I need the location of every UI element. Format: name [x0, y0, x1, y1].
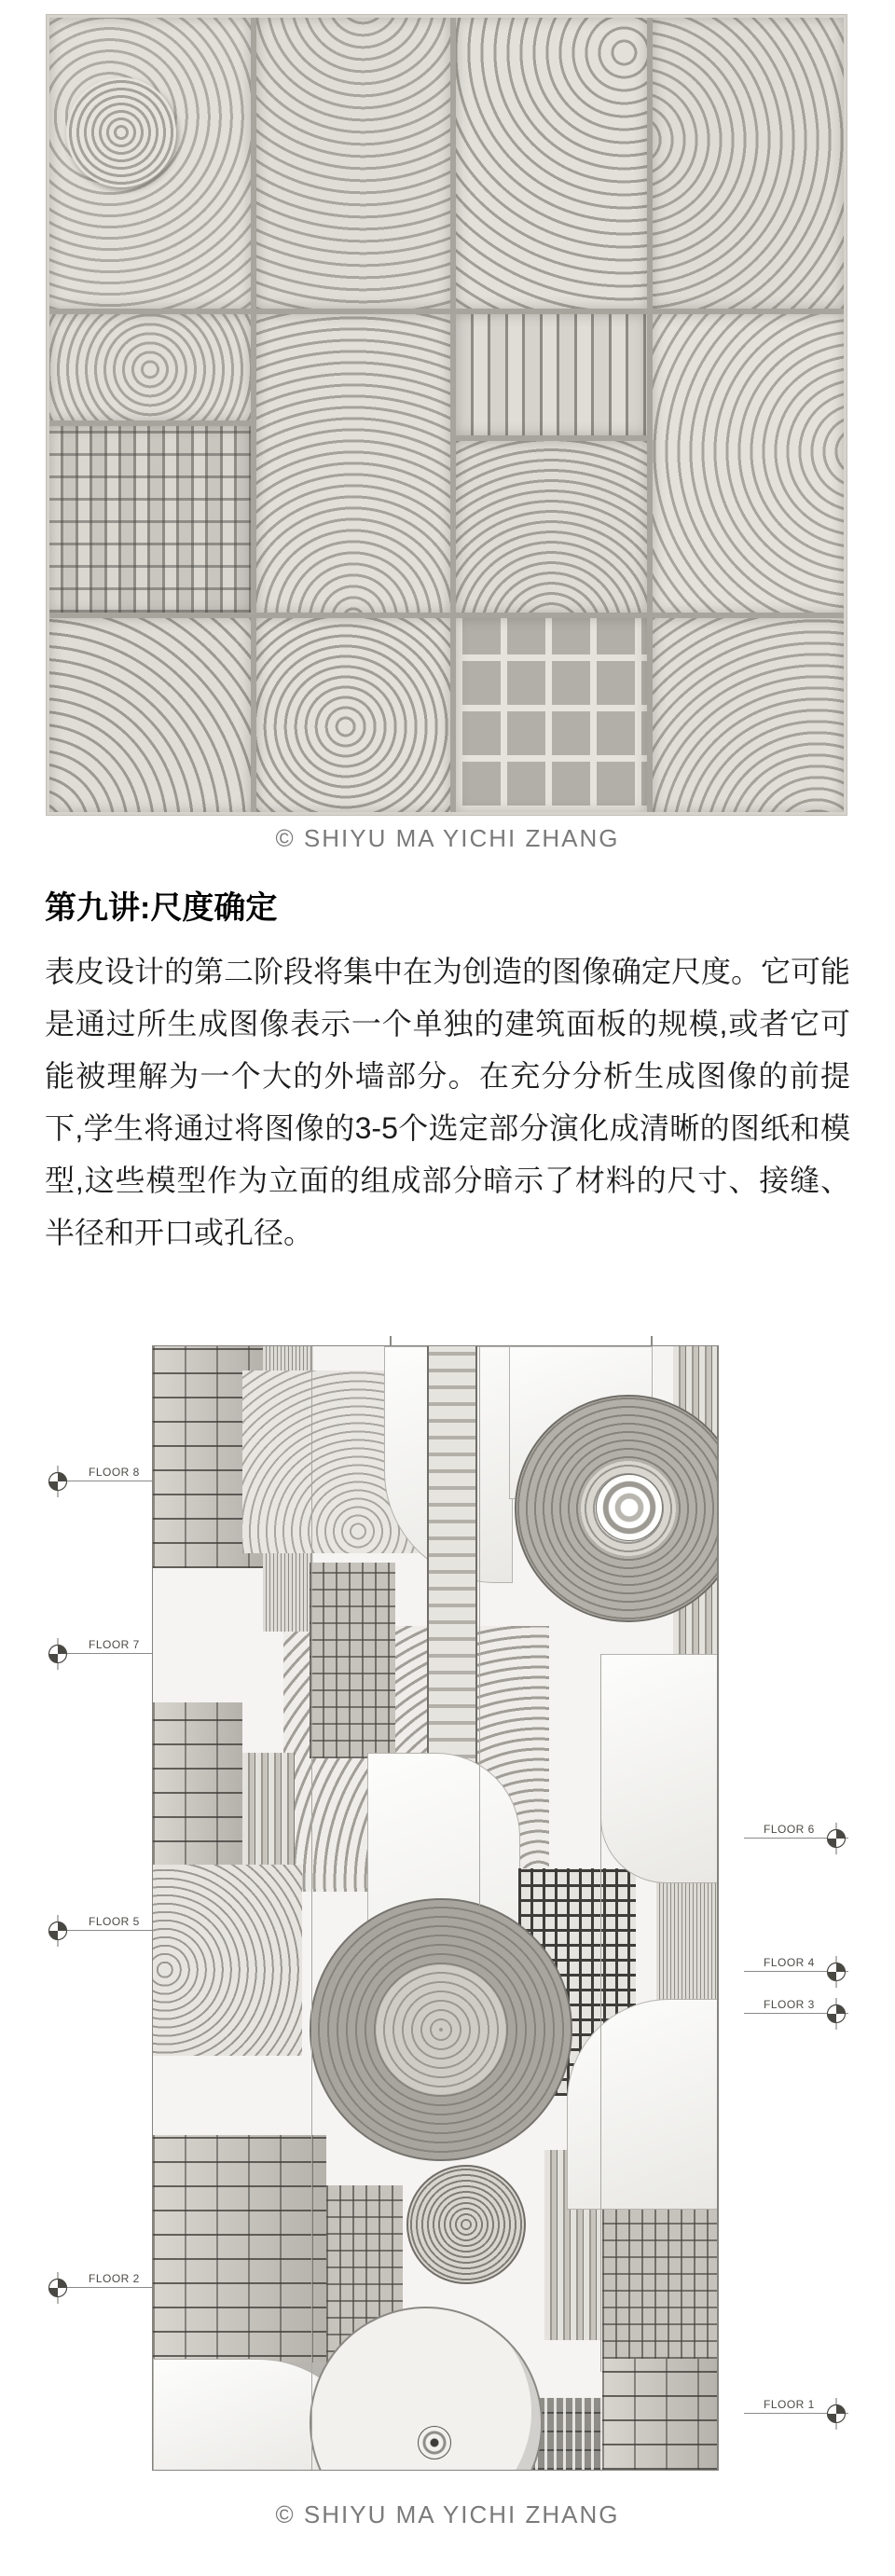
floor-annotation-left: [48, 1915, 152, 1931]
drawing-seam-line: [479, 1346, 480, 1906]
artwork-tile-side-arcs: [653, 18, 844, 309]
artwork-tile-quarter-arcs: [456, 18, 647, 309]
level-datum-icon: [826, 1956, 847, 1988]
relief-artwork-image[interactable]: [47, 15, 847, 815]
drawing-top-tick: [651, 1336, 653, 1345]
level-datum-icon: [48, 2272, 68, 2304]
floor-label: FLOOR 5: [89, 1915, 140, 1928]
section-heading: 第九讲:尺度确定: [45, 890, 278, 926]
level-datum-icon: [48, 1638, 68, 1670]
floor-label: FLOOR 6: [764, 1823, 815, 1836]
floor-label: FLOOR 1: [764, 2398, 815, 2411]
drawing-bullseye: [596, 1474, 663, 1541]
level-datum-icon: [826, 1823, 847, 1854]
level-datum-icon: [826, 1998, 847, 2030]
artwork-tile-fan: [456, 441, 647, 613]
floor-annotation-right: [744, 1956, 848, 1972]
floor-label: FLOOR 8: [89, 1466, 140, 1479]
floor-label: FLOOR 2: [89, 2272, 140, 2285]
artwork-tile-oval: [49, 314, 251, 420]
drawing-brick-panel: [153, 2135, 326, 2381]
figure2-caption: © SHIYU MA YICHI ZHANG: [275, 2500, 620, 2528]
artwork-tile-corner-arcs: [49, 618, 251, 812]
drawing-target-detail: [418, 2426, 451, 2459]
artwork-tile-arc-corner: [653, 618, 844, 812]
floor-annotation-right: [744, 1998, 848, 2014]
drawing-brick-panel: [602, 2359, 719, 2470]
relief-bullseye-disc: [66, 77, 176, 187]
floor-annotation-left: [48, 2272, 152, 2288]
body-paragraph: 表皮设计的第二阶段将集中在为创造的图像确定尺度。它可能是通过所生成图像表示一个单独的建筑面板的规模,或者它可能被理解为一个大的外墙部分。在充分分析生成图像的前提下,学生将通过将图像的3-5个选定部分演化成清晰的图纸和模型,这些模型作为立面的组成部分暗示了材料的尺寸、接缝、半径和开口或孔径。: [45, 955, 851, 1249]
drawing-spiral-circle: [406, 2165, 526, 2284]
artwork-tile-dome-up: [256, 314, 450, 613]
drawing-top-tick: [390, 1336, 392, 1345]
drawing-seam-line: [311, 1346, 312, 2470]
drawing-mosaic-panel: [310, 1563, 395, 1758]
floor-label: FLOOR 7: [89, 1638, 140, 1651]
floor-label: FLOOR 4: [764, 1956, 815, 1969]
floor-label: FLOOR 3: [764, 1998, 815, 2011]
artwork-tile-bullseye: [256, 618, 450, 812]
drawing-dome-rings: [153, 1865, 302, 2056]
floor-annotation-right: [744, 2398, 848, 2414]
level-datum-icon: [826, 2398, 847, 2430]
drawing-seam-line: [600, 1654, 601, 2372]
elevation-drawing-image[interactable]: [152, 1345, 719, 2471]
artwork-tile-dome: [256, 18, 450, 309]
floor-annotation-left: [48, 1638, 152, 1654]
artwork-tile-shelf-grid: [456, 618, 647, 812]
floor-annotation-right: [744, 1823, 848, 1839]
figure1-caption: © SHIYU MA YICHI ZHANG: [275, 824, 620, 852]
drawing-mosaic-panel: [602, 2187, 719, 2359]
drawing-white-block: [600, 1654, 719, 1883]
artwork-tile-bars: [456, 314, 647, 435]
drawing-central-circle: [310, 1898, 572, 2161]
level-datum-icon: [48, 1915, 68, 1947]
artwork-tile-ladder: [49, 426, 251, 613]
level-datum-icon: [48, 1466, 68, 1497]
artwork-tile-disc-right: [653, 314, 844, 613]
